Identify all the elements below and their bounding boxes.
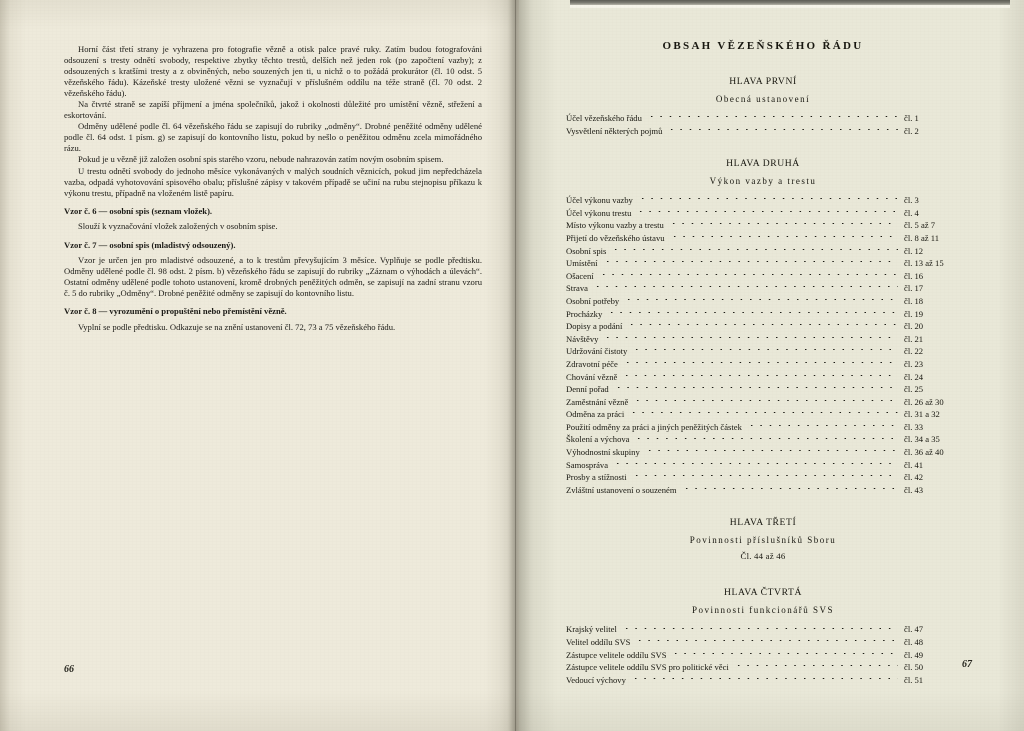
toc-leader-dots <box>670 231 898 240</box>
toc-leader-dots <box>734 660 898 669</box>
body-paragraph: Vzor je určen jen pro mladistvé odsouzené, a to k trestům převyšujícím 3 měsíce. Vyplňuje se podle předtisku. Odměny udělené podle čl. 98 odst. 2 písm. b) vězeňského řádu se zapisují do rubriky „Záznam o výhodách a úlevách“. Ostatní odměny udělené podle tohoto ustanovení, kromě drobných peněžitých odměn, se zapisují na zadní stranu vzoru č. 5 do rubriky „Odměny“. Drobné peněžité odměny se zapisují do kontovního listu. <box>64 254 482 298</box>
toc-entry-label: Zástupce velitele oddílu SVS <box>566 649 667 660</box>
table-of-contents <box>566 40 960 686</box>
toc-entry-label: Udržování čistoty <box>566 346 628 357</box>
toc-entry-article: čl. 22 <box>904 346 924 357</box>
toc-entry-article: čl. 20 <box>904 321 924 332</box>
section-spacer <box>566 561 960 587</box>
toc-entry-label: Vedoucí výchovy <box>566 674 626 685</box>
toc-entry-article: čl. 41 <box>904 459 924 470</box>
toc-entry-article: čl. 8 až 11 <box>904 232 939 243</box>
toc-entry-article: čl. 18 <box>904 295 924 306</box>
toc-entry-article: čl. 24 <box>904 371 924 382</box>
body-paragraph: Horní část třetí strany je vyhrazena pro fotografie vězně a otisk palce pravé ruky. Zatím budou fotografováni odsouzení s tresty odnětí svobody, respektive zbytky těchto trestů, delších než jeden rok (po započtení vazby); z odsouzených s kratšími tresty a z obviněných, nebo souzených jen ti, u nichž o to požádá prokurátor (čl. 10 odst. 5 vězeňského řádu). Kázeňské tresty uložené vězni se vyznačují v příslušném oddílu na téže straně (čl. 70 odst. 2 vězeňského řádu). <box>64 44 482 99</box>
toc-entry-label: Prosby a stížnosti <box>566 472 627 483</box>
toc-chapter-subtitle: Obecná ustanovení <box>715 94 811 104</box>
toc-entry-article: čl. 33 <box>904 421 924 432</box>
toc-leader-dots <box>611 244 898 253</box>
toc-leader-dots <box>638 193 898 202</box>
toc-entry-label: Odměna za práci <box>566 409 625 420</box>
section-spacer <box>566 137 960 158</box>
toc-entry-label: Denní pořad <box>566 384 609 395</box>
toc-entry-article: čl. 13 až 15 <box>904 258 944 269</box>
body-paragraph: U trestu odnětí svobody do jednoho měsíce vykonávaných v malých soudních věznicích, pokud jim nepředcházela vazba, odpadá vyhotovování spisového obalu; příslušné zápisy v takovém případě se učiní na rubu stejnopisu příkazu k výkonu trestu, případně na vloženém listě papíru. <box>64 165 482 198</box>
toc-entry-article: čl. 36 až 40 <box>904 447 944 458</box>
toc-leader-dots <box>603 332 898 341</box>
toc-entry-label: Procházky <box>566 308 603 319</box>
toc-entry-article: čl. 4 <box>904 207 919 218</box>
toc-leader-dots <box>647 111 898 120</box>
toc-entry-label: Účel výkonu vazby <box>566 195 633 206</box>
section-heading: Vzor č. 8 — vyrozumění o propuštění nebo přemístění vězně. <box>64 306 287 317</box>
toc-entry-article: čl. 25 <box>904 384 924 395</box>
body-paragraph: Pokud je u vězně již založen osobní spis starého vzoru, nebude nahrazován zatím novým osobním spisem. <box>78 154 444 165</box>
toc-entry-label: Vysvětlení některých pojmů <box>566 125 663 136</box>
toc-entry-article: čl. 23 <box>904 358 924 369</box>
section-heading: Vzor č. 7 — osobní spis (mladistvý odsouzený). <box>64 239 236 250</box>
toc-entry-label: Krajský velitel <box>566 624 617 635</box>
toc-entry-label: Přijetí do vězeňského ústavu <box>566 232 665 243</box>
toc-leader-dots <box>622 622 898 631</box>
toc-entry-article: čl. 21 <box>904 333 924 344</box>
toc-leader-dots <box>632 470 898 479</box>
toc-entry-label: Ošacení <box>566 270 594 281</box>
toc-leader-dots <box>635 635 898 644</box>
book-gutter-line <box>515 0 516 731</box>
toc-leader-dots <box>603 256 898 265</box>
toc-entry-article: čl. 50 <box>904 662 924 673</box>
left-page-text-column <box>64 44 482 333</box>
toc-entry-label: Zdravotní péče <box>566 358 618 369</box>
toc-entry-label: Chování vězně <box>566 371 618 382</box>
toc-leader-dots <box>624 294 898 303</box>
toc-entry-article: čl. 2 <box>904 125 919 136</box>
body-paragraph: Na čtvrté straně se zapíší příjmení a jména společníků, jakož i okolnosti důležité pro umístění vězně, střežení a eskortování. <box>64 99 482 121</box>
toc-entry-label: Použití odměny za práci a jiných peněžitých částek <box>566 421 742 432</box>
toc-leader-dots <box>669 218 898 227</box>
toc-entry-article: čl. 19 <box>904 308 924 319</box>
toc-leader-dots <box>631 673 898 682</box>
toc-entry-article: čl. 51 <box>904 674 924 685</box>
toc-chapter-subtitle: Výkon vazby a trestu <box>709 176 817 187</box>
toc-entry-article: čl. 48 <box>904 637 924 648</box>
toc-leader-dots <box>613 458 898 467</box>
toc-entry-article: čl. 16 <box>904 270 924 281</box>
toc-leader-dots <box>623 357 898 366</box>
toc-entry-article: čl. 31 a 32 <box>904 409 940 420</box>
toc-leader-dots <box>629 407 898 416</box>
section-heading: Vzor č. 6 — osobní spis (seznam vložek). <box>64 206 213 217</box>
toc-sections <box>566 76 960 686</box>
toc-entry-label: Velitel oddílu SVS <box>566 637 631 648</box>
toc-leader-dots <box>636 206 898 215</box>
toc-title: OBSAH VĚZEŇSKÉHO ŘÁDU <box>662 40 864 52</box>
toc-entry[interactable] <box>566 484 960 497</box>
page-number-right: 67 <box>962 659 972 670</box>
toc-entry-label: Samospráva <box>566 459 609 470</box>
toc-chapter-title: HLAVA PRVNÍ <box>729 76 797 87</box>
toc-entry-article: čl. 12 <box>904 245 924 256</box>
toc-entry-label: Zaměstnání vězně <box>566 396 629 407</box>
toc-entry-article: čl. 26 až 30 <box>904 396 944 407</box>
toc-entry-label: Osobní spis <box>566 245 607 256</box>
toc-entry-label: Osobní potřeby <box>566 295 620 306</box>
toc-entry-label: Místo výkonu vazby a trestu <box>566 220 664 231</box>
body-paragraph: Vyplní se podle předtisku. Odkazuje se na znění ustanovení čl. 72, 73 a 75 vězeňského řádu. <box>78 321 396 332</box>
toc-chapter-title: HLAVA TŘETÍ <box>729 517 797 529</box>
toc-entry-article: čl. 43 <box>904 484 924 495</box>
toc-chapter-title: HLAVA DRUHÁ <box>726 158 800 170</box>
toc-leader-dots <box>633 395 898 404</box>
toc-entry-label: Zástupce velitele oddílu SVS pro politické věci <box>566 662 729 673</box>
toc-entry-article: čl. 5 až 7 <box>904 220 936 231</box>
toc-entry-label: Účel vězeňského řádu <box>566 113 642 123</box>
toc-entry-article: čl. 17 <box>904 283 924 294</box>
scanner-edge-highlight <box>570 5 1010 8</box>
toc-leader-dots <box>682 483 898 492</box>
body-paragraph: Odměny udělené podle čl. 64 vězeňského řádu se zapisují do rubriky „odměny“. Drobné peněžité odměny udělené podle čl. 64 odst. 1 písm. g) se zapisují do kontovního listu, pokud by nešlo o peněžitou odměnu zcela mimořádného rázu. <box>64 121 482 154</box>
toc-entry-label: Školení a výchova <box>566 434 630 445</box>
toc-entry-article: čl. 1 <box>904 113 919 123</box>
toc-entry-label: Zvláštní ustanovení o souzeném <box>566 484 677 495</box>
toc-entry-label: Účel výkonu trestu <box>566 207 632 218</box>
toc-leader-dots <box>671 648 898 657</box>
page-number-left: 66 <box>64 664 74 675</box>
toc-chapter-subtitle: Povinnosti příslušníků Sboru <box>689 535 837 546</box>
toc-entry-label: Dopisy a podání <box>566 321 623 332</box>
toc-entry-article: čl. 34 a 35 <box>904 434 940 445</box>
toc-entry-label: Strava <box>566 283 588 294</box>
toc-leader-dots <box>632 344 898 353</box>
toc-leader-dots <box>614 382 898 391</box>
toc-entry-label: Umístění <box>566 258 598 269</box>
toc-entry-label: Výhodnostní skupiny <box>566 447 640 458</box>
toc-entry-article: čl. 3 <box>904 195 919 206</box>
toc-leader-dots <box>747 420 898 429</box>
toc-leader-dots <box>667 124 898 133</box>
toc-leader-dots <box>627 319 898 328</box>
toc-entry-label: Návštěvy <box>566 333 599 344</box>
toc-entry[interactable] <box>566 125 960 138</box>
toc-entry-list <box>566 112 960 137</box>
toc-leader-dots <box>645 445 898 454</box>
toc-entry-list <box>566 623 960 686</box>
toc-leader-dots <box>593 281 898 290</box>
toc-chapter-title: HLAVA ČTVRTÁ <box>724 587 802 599</box>
toc-entry-article: čl. 42 <box>904 472 924 483</box>
toc-leader-dots <box>622 370 898 379</box>
toc-chapter-article-range: Čl. 44 až 46 <box>740 551 786 562</box>
toc-chapter-subtitle: Povinnosti funkcionářů SVS <box>691 605 834 616</box>
toc-leader-dots <box>607 307 898 316</box>
toc-leader-dots <box>634 432 898 441</box>
toc-entry-article: čl. 49 <box>904 649 924 660</box>
toc-leader-dots <box>599 269 898 278</box>
toc-entry-article: čl. 47 <box>904 624 924 635</box>
section-spacer <box>566 496 960 517</box>
toc-entry-list <box>566 194 960 496</box>
body-paragraph: Slouží k vyznačování vložek založených v osobním spise. <box>78 221 278 232</box>
toc-entry[interactable] <box>566 674 960 687</box>
